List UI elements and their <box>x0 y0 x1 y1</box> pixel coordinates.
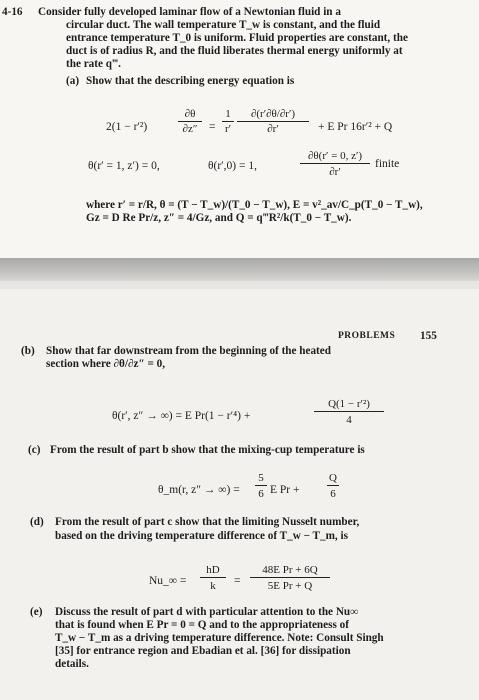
frac-bar <box>300 163 370 164</box>
eq-d-num-2: 48E Pr + 6Q <box>262 564 318 576</box>
bc-3-tail: finite <box>375 158 400 170</box>
part-c-label: (c) <box>28 444 41 456</box>
eq-c-den-2: 6 <box>330 488 336 500</box>
eq-d-equals: = <box>234 575 241 587</box>
part-d-text-1: From the result of part c show that the limiting Nusselt number, <box>55 516 360 528</box>
eq-a-tail: + E Pr 16r′² + Q <box>318 121 393 133</box>
bc-2: θ(r′,0) = 1, <box>208 160 257 172</box>
bc-3-num: ∂θ(r′ = 0, z′) <box>307 150 363 162</box>
part-e-line-2: that is found when E Pr = 0 = Q and to the appropriateness of <box>55 619 349 631</box>
part-c-text: From the result of part b show that the mixing-cup temperature is <box>50 444 365 456</box>
eq-a-dtheta: ∂θ <box>184 108 196 120</box>
frac-bar <box>178 121 202 122</box>
bc-1: θ(r′ = 1, z′) = 0, <box>88 160 160 172</box>
part-e-line-3: T_w − T_m as a driving temperature difference. Note: Consult Singh <box>55 632 384 644</box>
intro-line-4: duct is of radius R, and the fluid liberates thermal energy uniformly at <box>66 45 403 57</box>
frac-bar <box>255 485 267 486</box>
problem-number: 4-16 <box>2 6 23 18</box>
where-line-1: where r′ = r/R, θ = (T − T_w)/(T_0 − T_w), E = v²_av/C_p(T_0 − T_w), <box>86 199 423 211</box>
intro-line-3: entrance temperature T_0 is uniform. Fluid properties are constant, the <box>66 32 408 44</box>
part-e-line-4: [35] for entrance region and Ebadian et al. [36] for dissipation <box>55 645 351 657</box>
eq-d-num-1: hD <box>206 564 220 576</box>
frac-bar <box>237 121 309 122</box>
intro-line-5: the rate q‴. <box>66 58 121 70</box>
part-a-label: (a) <box>66 75 80 87</box>
intro-line-1: Consider fully developed laminar flow of a Newtonian fluid in a <box>38 6 341 18</box>
part-e-label: (e) <box>30 606 43 618</box>
eq-d-den-1: k <box>210 580 216 592</box>
frac-bar <box>314 411 384 412</box>
part-b-text-1: Show that far downstream from the beginning of the heated <box>46 345 331 357</box>
page-gap-edge <box>0 281 479 289</box>
intro-line-2: circular duct. The wall temperature T_w is constant, and the fluid <box>66 19 381 31</box>
eq-a-coef-den: r′ <box>224 123 232 135</box>
eq-a-lhs: 2(1 − r′²) <box>106 121 148 133</box>
part-b-label: (b) <box>21 345 35 357</box>
eq-a-coef-num: 1 <box>225 108 231 120</box>
page-number: 155 <box>420 330 437 342</box>
eq-c-lhs: θ_m(r, z″ → ∞) = <box>158 484 240 496</box>
part-b-text-2: section where ∂θ/∂z″ = 0, <box>46 358 166 370</box>
eq-c-den-1: 6 <box>258 488 264 500</box>
frac-bar <box>222 121 234 122</box>
eq-b-den: 4 <box>346 414 352 426</box>
part-e-line-1: Discuss the result of part d with particular attention to the Nu∞ <box>55 606 359 618</box>
frac-bar <box>327 485 339 486</box>
part-a-text: Show that the describing energy equation is <box>86 75 295 87</box>
eq-a-rhs-num: ∂(r′∂θ/∂r′) <box>250 108 296 120</box>
eq-b-lhs: θ(r′, z″ → ∞) = E Pr(1 − r′⁴) + <box>112 410 251 422</box>
eq-d-lhs: Nu_∞ = <box>149 575 187 587</box>
part-d-text-2: based on the driving temperature difference of T_w − T_m, is <box>55 530 348 542</box>
eq-c-num-2: Q <box>329 472 337 484</box>
eq-a-dz: ∂z″ <box>182 123 198 135</box>
eq-d-den-2: 5E Pr + Q <box>267 580 313 592</box>
page-gap <box>0 258 479 281</box>
frac-bar <box>200 577 226 578</box>
bc-3-den: ∂r′ <box>329 166 341 178</box>
eq-c-num-1: 5 <box>258 472 264 484</box>
running-header: PROBLEMS <box>338 331 396 341</box>
eq-a-rhs-den: ∂r′ <box>267 123 279 135</box>
frac-bar <box>250 577 330 578</box>
where-line-2: Gz = D Re Pr/z, z″ = 4/Gz, and Q = q‴R²/k(T_0 − T_w). <box>86 212 352 224</box>
eq-c-mid: E Pr + <box>270 484 300 496</box>
part-d-label: (d) <box>30 516 44 528</box>
equals-sign: = <box>209 121 216 133</box>
part-e-line-5: details. <box>55 658 89 670</box>
eq-b-num: Q(1 − r′²) <box>328 398 370 410</box>
